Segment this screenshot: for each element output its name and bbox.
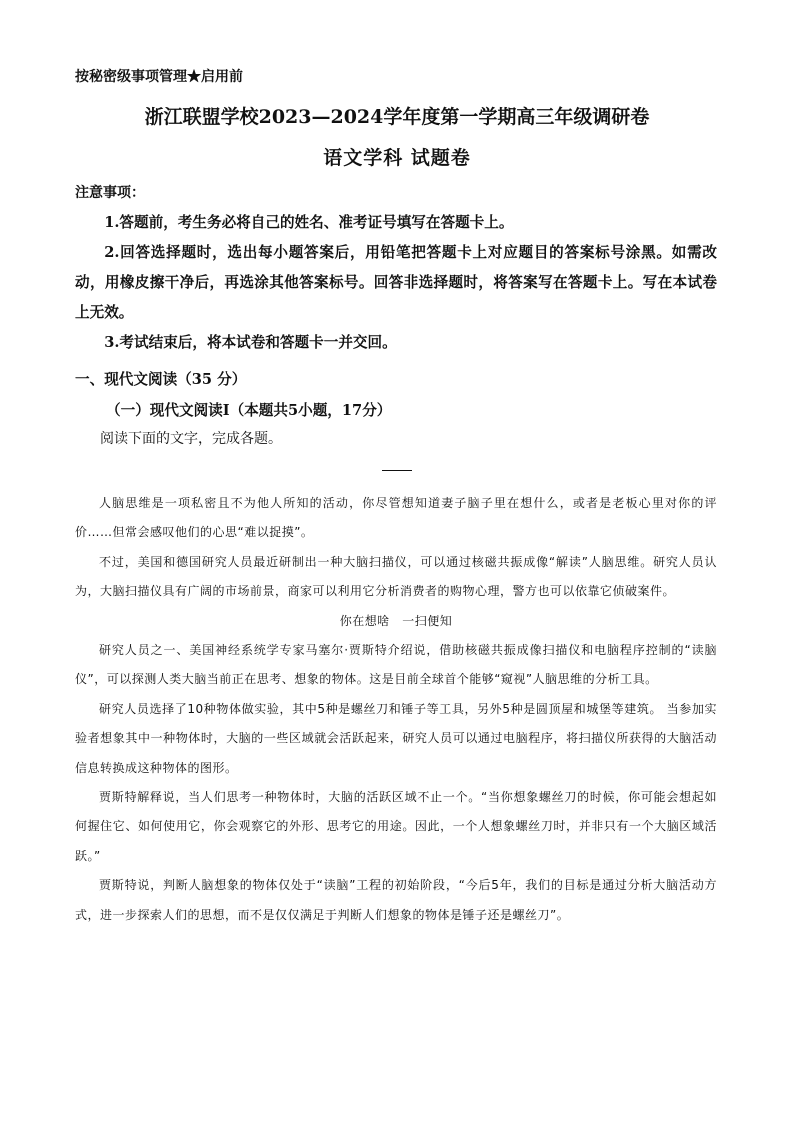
subsection-title: （一）现代文阅读Ⅰ（本题共5小题，17分）	[106, 402, 392, 419]
passage-paragraph: 贾斯特说，判断人脑想象的物体仅处于“读脑”工程的初始阶段，“今后5年，我们的目标是通过分析大脑活动方式，进一步探索人们的思想，而不是仅仅满足于判断人们想象的物体是锤子还是螺丝刀”。	[75, 878, 717, 922]
passage-paragraph: 人脑思维是一项私密且不为他人所知的活动，你尽管想知道妻子脑子里在想什么，或者是老板心里对你的评价……但常会感叹他们的心思“难以捉摸”。	[75, 496, 717, 540]
reading-instruction: 阅读下面的文字，完成各题。	[100, 431, 282, 447]
note-item: 2.回答选择题时，选出每小题答案后，用铅笔把答题卡上对应题目的答案标号涂黑。如需改动，用橡皮擦干净后，再选涂其他答案标号。回答非选择题时，将答案写在答题卡上。写在本试卷上无效。	[75, 244, 717, 321]
exam-subtitle: 语文学科 试题卷	[323, 147, 471, 169]
confidentiality-label: 按秘密级事项管理★启用前	[75, 69, 243, 85]
notes-heading: 注意事项：	[75, 185, 145, 201]
note-item: 3.考试结束后，将本试卷和答题卡一并交回。	[104, 334, 397, 351]
reading-passage	[75, 489, 717, 930]
note-item: 1.答题前，考生务必将自己的姓名、准考证号填写在答题卡上。	[104, 214, 514, 231]
passage-paragraph: 不过，美国和德国研究人员最近研制出一种大脑扫描仪，可以通过核磁共振成像“解读”人脑思维。研究人员认为，大脑扫描仪具有广阔的市场前景，商家可以利用它分析消费者的购物心理，警方也可以依靠它侦破案件。	[75, 554, 717, 599]
passage-paragraph: 研究人员之一、美国神经系统学专家马塞尔·贾斯特介绍说，借助核磁共振成像扫描仪和电脑程序控制的“读脑仪”，可以探测人类大脑当前正在思考、想象的物体。这是目前全球首个能够“窥视”人脑思维的分析工具。	[75, 643, 717, 687]
notes-list	[75, 208, 717, 358]
passage-paragraph: 研究人员选择了10种物体做实验，其中5种是螺丝刀和锤子等工具，另外5种是圆顶屋和城堡等建筑。 当参加实验者想象其中一种物体时，大脑的一些区域就会活跃起来，研究人员可以通过电脑程序，将扫描仪所获得的大脑活动信息转换成这种物体的图形。	[75, 701, 717, 775]
passage-paragraph: 贾斯特解释说，当人们思考一种物体时，大脑的活跃区域不止一个。“当你想象螺丝刀的时候，你可能会想起如何握住它、如何使用它，你会观察它的外形、思考它的用途。因此，一个人想象螺丝刀时，并非只有一个大脑区域活跃。”	[75, 790, 717, 863]
section-title: 一、现代文阅读（35 分）	[75, 371, 247, 388]
exam-title: 浙江联盟学校2023—2024学年度第一学期高三年级调研卷	[144, 106, 650, 128]
passage-subheading: 你在想啥 一扫便知	[339, 613, 453, 628]
divider-line	[382, 470, 412, 471]
